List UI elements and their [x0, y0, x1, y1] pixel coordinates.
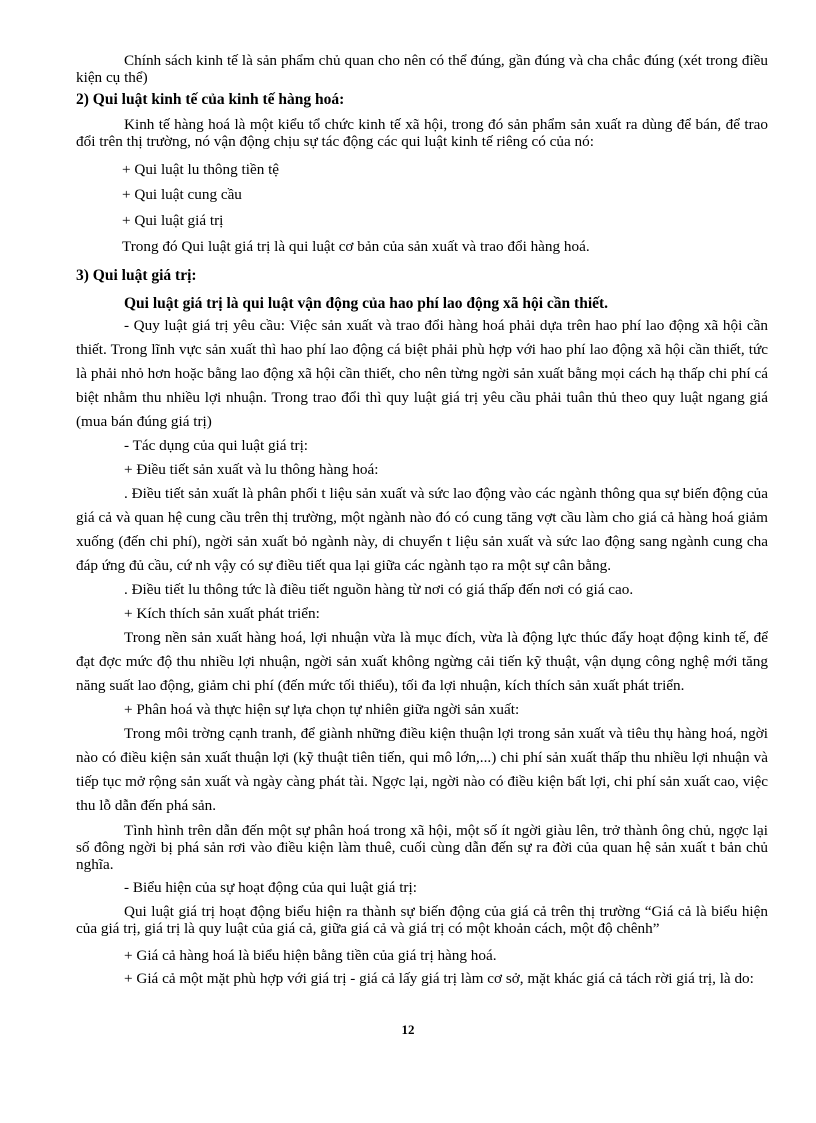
paragraph-price-fluctuation: Qui luật giá trị hoạt động biểu hiện ra thành sự biến động của giá cả trên thị trường “Giá cả là biểu hiện của giá trị, giá trị là quy luật của giá cả, giữa giá cả và giá trị có một khoản cách, một độ chênh”: [76, 903, 768, 937]
paragraph-differentiation-heading: + Phân hoá và thực hiện sự lựa chọn tự nhiên giữa ngời sản xuất:: [124, 701, 520, 718]
paragraph-stimulate: Trong nền sản xuất hàng hoá, lợi nhuận vừa là mục đích, vừa là động lực thúc đẩy hoạt động kinh tế, để đạt đợc mức độ thu nhiều lợi nhuận, ngời sản xuất không ngừng cải tiến kỹ thuật, vận dụng công nghệ mới tăng năng suất lao động, giảm chi phí (đến mức tối thiểu), tối đa lợi nhuận, kích thích sản xuất phát triển.: [76, 629, 768, 694]
paragraph-price-deviation: + Giá cả một mặt phù hợp với giá trị - giá cả lấy giá trị làm cơ sở, mặt khác giá cả tách rời giá trị, là do:: [124, 970, 754, 987]
heading-section-2: 2) Qui luật kinh tế của kinh tế hàng hoá:: [76, 91, 345, 108]
list-item-value-law: + Qui luật giá trị: [122, 212, 224, 229]
heading-section-3: 3) Qui luật giá trị:: [76, 267, 197, 284]
paragraph-effects-heading: - Tác dụng của qui luật giá trị:: [124, 437, 309, 454]
paragraph-regulation-heading: + Điều tiết sản xuất và lu thông hàng hoá:: [124, 461, 379, 478]
paragraph-commodity-economy: Kinh tế hàng hoá là một kiểu tổ chức kinh tế xã hội, trong đó sản phẩm sản xuất ra dùng để bán, để trao đổi trên thị trường, nó vận động chịu sự tác động các qui luật kinh tế riêng có của nó:: [76, 116, 768, 150]
list-item-money-circulation: + Qui luật lu thông tiền tệ: [122, 161, 280, 178]
paragraph-social-differentiation: Tình hình trên dẫn đến một sự phân hoá trong xã hội, một số ít ngời giàu lên, trở thành ông chủ, ngợc lại số đông ngời bị phá sản rơi vào điều kiện làm thuê, cuối cùng dẫn đến sự ra đời của quan hệ sản xuất t bản chủ nghĩa.: [76, 822, 768, 873]
paragraph-competition: Trong môi trờng cạnh tranh, để giành những điều kiện thuận lợi trong sản xuất và tiêu thụ hàng hoá, ngời nào có điều kiện sản xuất thuận lợi (kỹ thuật tiên tiến, qui mô lớn,...) chi phí sản xuất thấp thu nhiều lợi nhuận và tiếp tục mở rộng sản xuất và ngày càng phát tài. Ngợc lại, ngời nào có điều kiện bất lợi, chi phí sản xuất cao, việc thu lỗ dẫn đến phá sản.: [76, 725, 768, 814]
paragraph-definition: Qui luật giá trị là qui luật vận động của hao phí lao động xã hội cần thiết.: [124, 295, 609, 312]
list-item-supply-demand: + Qui luật cung cầu: [122, 186, 242, 203]
paragraph-basic-law: Trong đó Qui luật giá trị là qui luật cơ bản của sản xuất và trao đổi hàng hoá.: [122, 238, 590, 255]
page-number: 12: [401, 1022, 415, 1037]
paragraph-price-expression: + Giá cả hàng hoá là biểu hiện bằng tiền của giá trị hàng hoá.: [124, 947, 497, 964]
paragraph-circulation-regulation: . Điều tiết lu thông tức là điều tiết nguồn hàng từ nơi có giá thấp đến nơi có giá cao.: [124, 581, 634, 598]
paragraph-stimulate-heading: + Kích thích sản xuất phát triển:: [124, 605, 320, 622]
paragraph-production-regulation: . Điều tiết sản xuất là phân phối t liệu sản xuất và sức lao động vào các ngành thông qua sự biến động của giá cả và quan hệ cung cầu trên thị trường, một ngành nào đó có cung tăng vợt cầu làm cho giá cả hàng hoá giảm xuống (đến chi phí), ngời sản xuất bỏ ngành này, di chuyển t liệu sản xuất và sức lao động sang ngành cung cha đáp ứng đủ cầu, cứ nh vậy có sự điều tiết qua lại giữa các ngành tạo ra một sự cân bằng.: [76, 485, 768, 574]
paragraph-policy: Chính sách kinh tế là sản phẩm chủ quan cho nên có thể đúng, gần đúng và cha chắc đúng (xét trong điều kiện cụ thể): [76, 52, 768, 86]
paragraph-requirement: - Quy luật giá trị yêu cầu: Việc sản xuất và trao đổi hàng hoá phải dựa trên hao phí lao động xã hội cần thiết. Trong lĩnh vực sản xuất thì hao phí lao động cá biệt phải phù hợp với hao phí lao động xã hội cần thiết, tức là phải nhỏ hơn hoặc bằng lao động xã hội cần thiết, cho nên từng ngời sản xuất bằng mọi cách hạ thấp chi phí cá biệt nhằm thu nhiều lợi nhuận. Trong trao đổi thì quy luật giá trị yêu cầu phải tuân thủ theo quy luật ngang giá (mua bán đúng giá trị): [76, 317, 768, 430]
paragraph-manifestation-heading: - Biểu hiện của sự hoạt động của qui luật giá trị:: [124, 879, 417, 896]
document-page: [76, 52, 768, 991]
